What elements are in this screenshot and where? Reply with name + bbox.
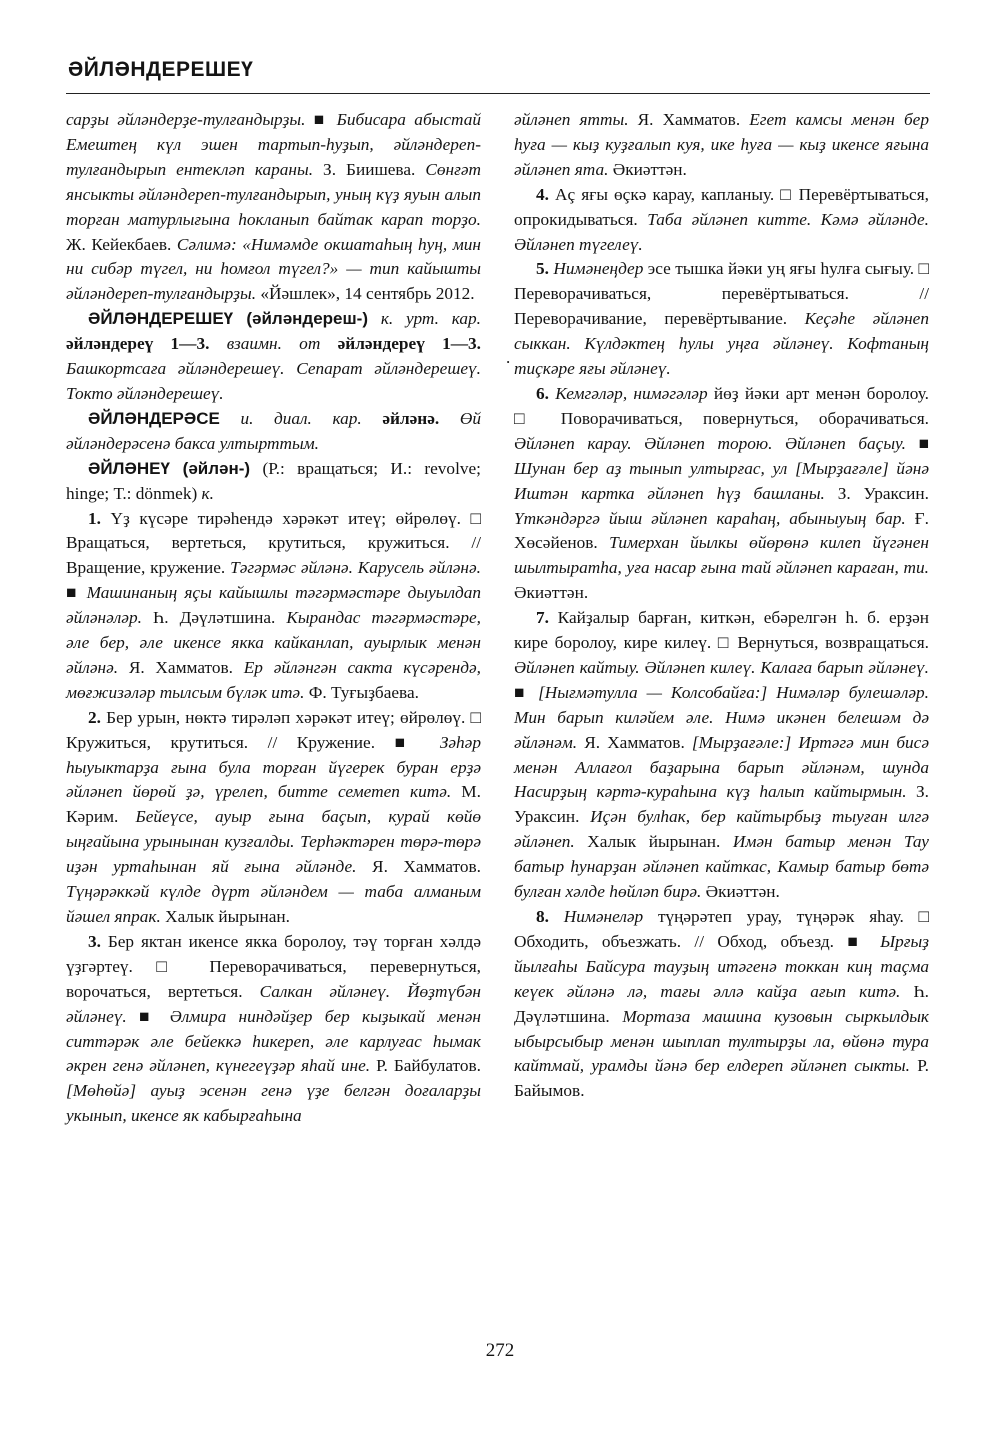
italic-text: Иçән булһак, бер кайтырбыҙ тыуған илгә әйләнеп. xyxy=(514,807,929,852)
italic-text: Үткәндәргә йыш әйләнеп караһаң, абыныуың бар. xyxy=(514,508,906,528)
italic-text: Салкан әйләнеү. Йөҙтүбән әйләнеү. xyxy=(66,981,481,1026)
margin-mark: . xyxy=(506,348,511,367)
bold-text: 2. xyxy=(88,707,101,727)
paragraph xyxy=(514,905,929,1104)
text-run: Кайҙалыр барған, киткән, ебәрелгән һ. б. ерҙән кире боролоу, кире килеү. □ Вернуться, возвращаться. xyxy=(514,608,929,653)
italic-text: [Мырҙағәле:] Иртәгә мин бисә менән Аллағол баҙарына барып әйләнәм, шунда Насирҙың кәртә-кураһына күҙ һалып кайтырмын. xyxy=(514,732,929,802)
italic-text: Нимәнеңдер xyxy=(548,259,644,279)
page-header-title: ӘЙЛӘНДЕРЕШЕҮ xyxy=(68,58,254,81)
bold-text: 3. xyxy=(88,931,101,951)
italic-text: Әлмира ниндәйҙер бер кыҙыкай менән ситтәрәк әле бейеккә һикереп, әле карлуғас һымак әкрен генә әйләнеп, күнегеүҙәр яһай ине. xyxy=(66,1006,481,1076)
text-run: Я. Хамматов. xyxy=(118,657,244,677)
italic-text: Тимерхан йылкы өйөрөнә килеп йүгәнен шылтыратһа, уға насар ғына тай әйләнеп караған, ти. xyxy=(514,533,929,578)
italic-text: Мортаза машина кузовын сыркылдык ыбырсыбыр менән шыплап тултырҙы ла, өйөнә тура кайтмай, урамды йәнә бер елдереп әйләнеп сыкты. xyxy=(514,1006,929,1076)
text-run: Р. Байымов. xyxy=(514,1056,929,1101)
text-run: эсе тышка йәки уң яғы һулға сығыу. □ Переворачиваться, перевёртываться. // Переворачивание, перевёртывание. xyxy=(514,259,929,329)
text-run: Я. Хамматов. xyxy=(628,110,750,129)
paragraph xyxy=(514,257,929,382)
paragraph xyxy=(514,606,929,905)
italic-text: Кеçәһе әйләнеп сыккан. Күлдәктең һулы уңға әйләнеү. Кофтаның тиçкәре яғы әйләнеү. xyxy=(514,309,929,379)
paragraph xyxy=(514,183,929,258)
paragraph xyxy=(514,382,929,606)
italic-text: Таба әйләнеп китте. Кәмә әйләнде. Әйләнеп түгелеү. xyxy=(514,209,929,254)
page-number: 272 xyxy=(485,1340,515,1361)
italic-text: и. диал. кар. xyxy=(219,408,383,428)
text-run: Үҙ күсәре тирәһендә хәрәкәт итеү; өйрөлөү. □ Вращаться, вертеться, крутиться, кружиться. // Вращение, кружение. xyxy=(66,508,481,578)
italic-text: Шунан бер аҙ тынып ултырғас, ул [Мырҙағәле] йәнә Иштән картка әйләнеп һүҙ башланы. xyxy=(514,458,929,503)
italic-text: Әйләнеп кайтыу. Әйләнеп килеү. Калаға барып әйләнеү. xyxy=(514,657,929,677)
italic-text: Кырандас тәгәрмәстәре, әле бер, әле икенсе якка кайканлап, ауырлык менән әйләнә. xyxy=(66,608,481,677)
text-run: Р. Байбулатов. xyxy=(370,1056,481,1076)
paragraph xyxy=(66,108,481,307)
italic-text: Егет камсы менән бер һуға — кыҙ куҙғалып куя, ике һуға — кыҙ икенсе яғына әйләнеп ята. xyxy=(514,110,929,179)
italic-text: Тәгәрмәс әйләнә. Карусель әйләнә. xyxy=(230,558,481,578)
italic-text: Ер әйләнгән сакта күсәрендә, мөғжизәләр тылсым бүләк итә. xyxy=(66,657,481,702)
text-run: Ж. Кейекбаев. xyxy=(66,234,177,254)
bold-text: әйләнә. xyxy=(382,408,440,428)
italic-text: Машинаның яçы кайышлы тәгәрмәстәре дыуылдап әйләнәләр. xyxy=(66,583,481,628)
header-rule xyxy=(66,93,930,94)
italic-text: Бибисара абыстай Емештең күл эшен тартып-һуҙып, әйләндереп-тулғандырып ентекләп караны. xyxy=(66,110,481,179)
text-run: Я. Хамматов. xyxy=(356,857,482,877)
bold-text: 6. xyxy=(536,383,549,403)
bold-text: 8. xyxy=(536,907,549,926)
bold-text: әйләндереү 1—3. xyxy=(66,334,210,354)
italic-text: Ырғыҙ йылғаһы Байсура тауҙың итәгенә токкан киң таçма кеүек әйләнә лә, тағы әллә кайҙа ағып китә. xyxy=(514,931,929,1001)
italic-text: Зәһәр һыуыктарҙа ғына була торған йүгерек буран ерҙә әйләнеп йөрөй ҙә, үрелеп, битте семетеп китә. xyxy=(66,732,481,802)
text-run: Һ. Дәүләтшина. xyxy=(141,608,287,628)
text-run: Халык йырынан. xyxy=(574,832,733,852)
text-run: Әкиәттән. xyxy=(514,583,589,603)
text-run: (Р.: вращаться; И.: revolve; hinge; Т.: dönmek) xyxy=(66,458,481,503)
italic-text: Өй әйләндерәсенә бакса ултырттым. xyxy=(66,408,481,453)
italic-text: Сөнғәт янсыкты әйләндереп-тулғандырып, уның күҙ яуын алып торған матурлығына һокланып байтак карап торҙо. xyxy=(66,159,481,229)
bold-text: 1. xyxy=(88,508,101,528)
text-run: түңәрәтеп урау, түңәрәк яһау. □ Обходить, объезжать. // Обход, объезд. ■ xyxy=(514,907,929,951)
italic-text: сарҙы әйләндерҙе-тулғандырҙы. xyxy=(66,110,314,129)
text-run: З. Ураксин. xyxy=(824,483,929,503)
text-run: ■ xyxy=(514,682,539,702)
text-run: М. Кәрим. xyxy=(66,782,481,827)
paragraph xyxy=(66,307,481,407)
entry-headword: ӘЙЛӘНДЕРЕШЕҮ (әйләндереш-) xyxy=(88,309,368,329)
text-run: ■ xyxy=(313,110,337,129)
paragraph xyxy=(66,407,481,457)
paragraph xyxy=(514,108,929,183)
bold-text: 7. xyxy=(536,608,549,628)
italic-text: Сәлимә: «Нимәмде окшатаһың һуң, мин ни сибәр түгел, ни һомғол түгел?» — тип кайышты әйләндереп-тулғандырҙы. xyxy=(66,234,482,304)
italic-text: Имән батыр менән Тау батыр һунарҙан әйләнеп кайткас, Камыр батыр бөтә булған хәлде һөйләп бирә. xyxy=(514,832,929,902)
paragraph xyxy=(66,706,481,930)
entry-headword: ӘЙЛӘНДЕРӘСЕ xyxy=(88,408,220,428)
text-run: Әкиәттән. xyxy=(608,159,687,179)
italic-text: Кемгәләр, нимәгәләр xyxy=(548,383,708,403)
text-run: Я. Хамматов. xyxy=(577,732,692,752)
bold-text: 4. xyxy=(536,184,549,204)
text-run: ■ xyxy=(66,583,87,603)
text-run: Әкиәттән. xyxy=(701,882,780,902)
right-column xyxy=(514,108,929,1104)
text-run: ■ xyxy=(126,1006,170,1026)
paragraph xyxy=(66,507,481,706)
text-run: Бер яктан икенсе якка боролоу, тәү торған хәлдә үҙгәртеү. □ Переворачиваться, перевернуться, ворочаться, вертеться. xyxy=(66,931,481,1001)
text-run: «Йәшлек», 14 сентябрь 2012. xyxy=(256,284,475,304)
text-run: З. Ураксин. xyxy=(514,782,929,827)
text-run: Бер урын, нөктә тирәләп хәрәкәт итеү; өйрөлөү. □ Кружиться, крутиться. // Кружение. ■ xyxy=(66,707,481,752)
paragraph xyxy=(66,930,481,1129)
paragraph xyxy=(66,457,481,507)
italic-text: [Мөһөйә] ауыҙ эсенән генә үҙе белгән доғаларҙы укынып, икенсе як кабырғаһына xyxy=(66,1081,481,1126)
italic-text: взаимн. от xyxy=(209,334,338,354)
italic-text: Түңәрәккәй күлде дүрт әйләндем — таба алманым йәшел япрак. xyxy=(66,882,481,926)
bold-text: 5. xyxy=(536,259,549,279)
text-run: Һ. Дәүләтшина. xyxy=(514,981,929,1026)
text-run: ■ xyxy=(905,433,930,453)
text-run: йөҙ йәки арт менән боролоу. □ Поворачиваться, повернуться, оборачиваться. xyxy=(514,383,929,428)
italic-text: к. урт. кар. xyxy=(368,309,481,329)
text-run: Ф. Туғыҙбаева. xyxy=(304,682,419,702)
bold-text: әйләндереү 1—3. xyxy=(337,334,481,354)
italic-text: Нимәнеләр xyxy=(548,907,644,926)
italic-text: [Нығмәтулла — Колсобайға:] Нимәләр булешәләр. Мин барып киләйем әле. Нимә икәнен белешәм дә әйләнәм. xyxy=(514,682,929,752)
left-column xyxy=(66,108,481,1129)
italic-text: к. xyxy=(201,483,214,503)
text-run: Халык йырынан. xyxy=(160,907,290,926)
entry-headword: ӘЙЛӘНЕҮ (әйлән-) xyxy=(88,458,251,478)
text-run: Ғ. Хөсәйенов. xyxy=(514,508,929,553)
italic-text: әйләнеп ятты. xyxy=(514,110,629,129)
text-run: Аç яғы өçкә карау, капланыу. □ Перевёртываться, опрокидываться. xyxy=(514,184,929,229)
italic-text: Башкортсаға әйләндерешеү. Сепарат әйләндерешеү. Токто әйләндерешеү. xyxy=(66,359,481,403)
italic-text: Бейеүсе, ауыр ғына баçып, курай көйө ыңғайына урынынан кузғалды. Терһәктәрен төрә-төрә иҙән уртаһынан яй ғына әйләнде. xyxy=(66,807,481,877)
italic-text: Әйләнеп карау. Әйләнеп торою. Әйләнеп баçыу. xyxy=(514,433,906,453)
text-run: З. Биишева. xyxy=(313,159,426,179)
